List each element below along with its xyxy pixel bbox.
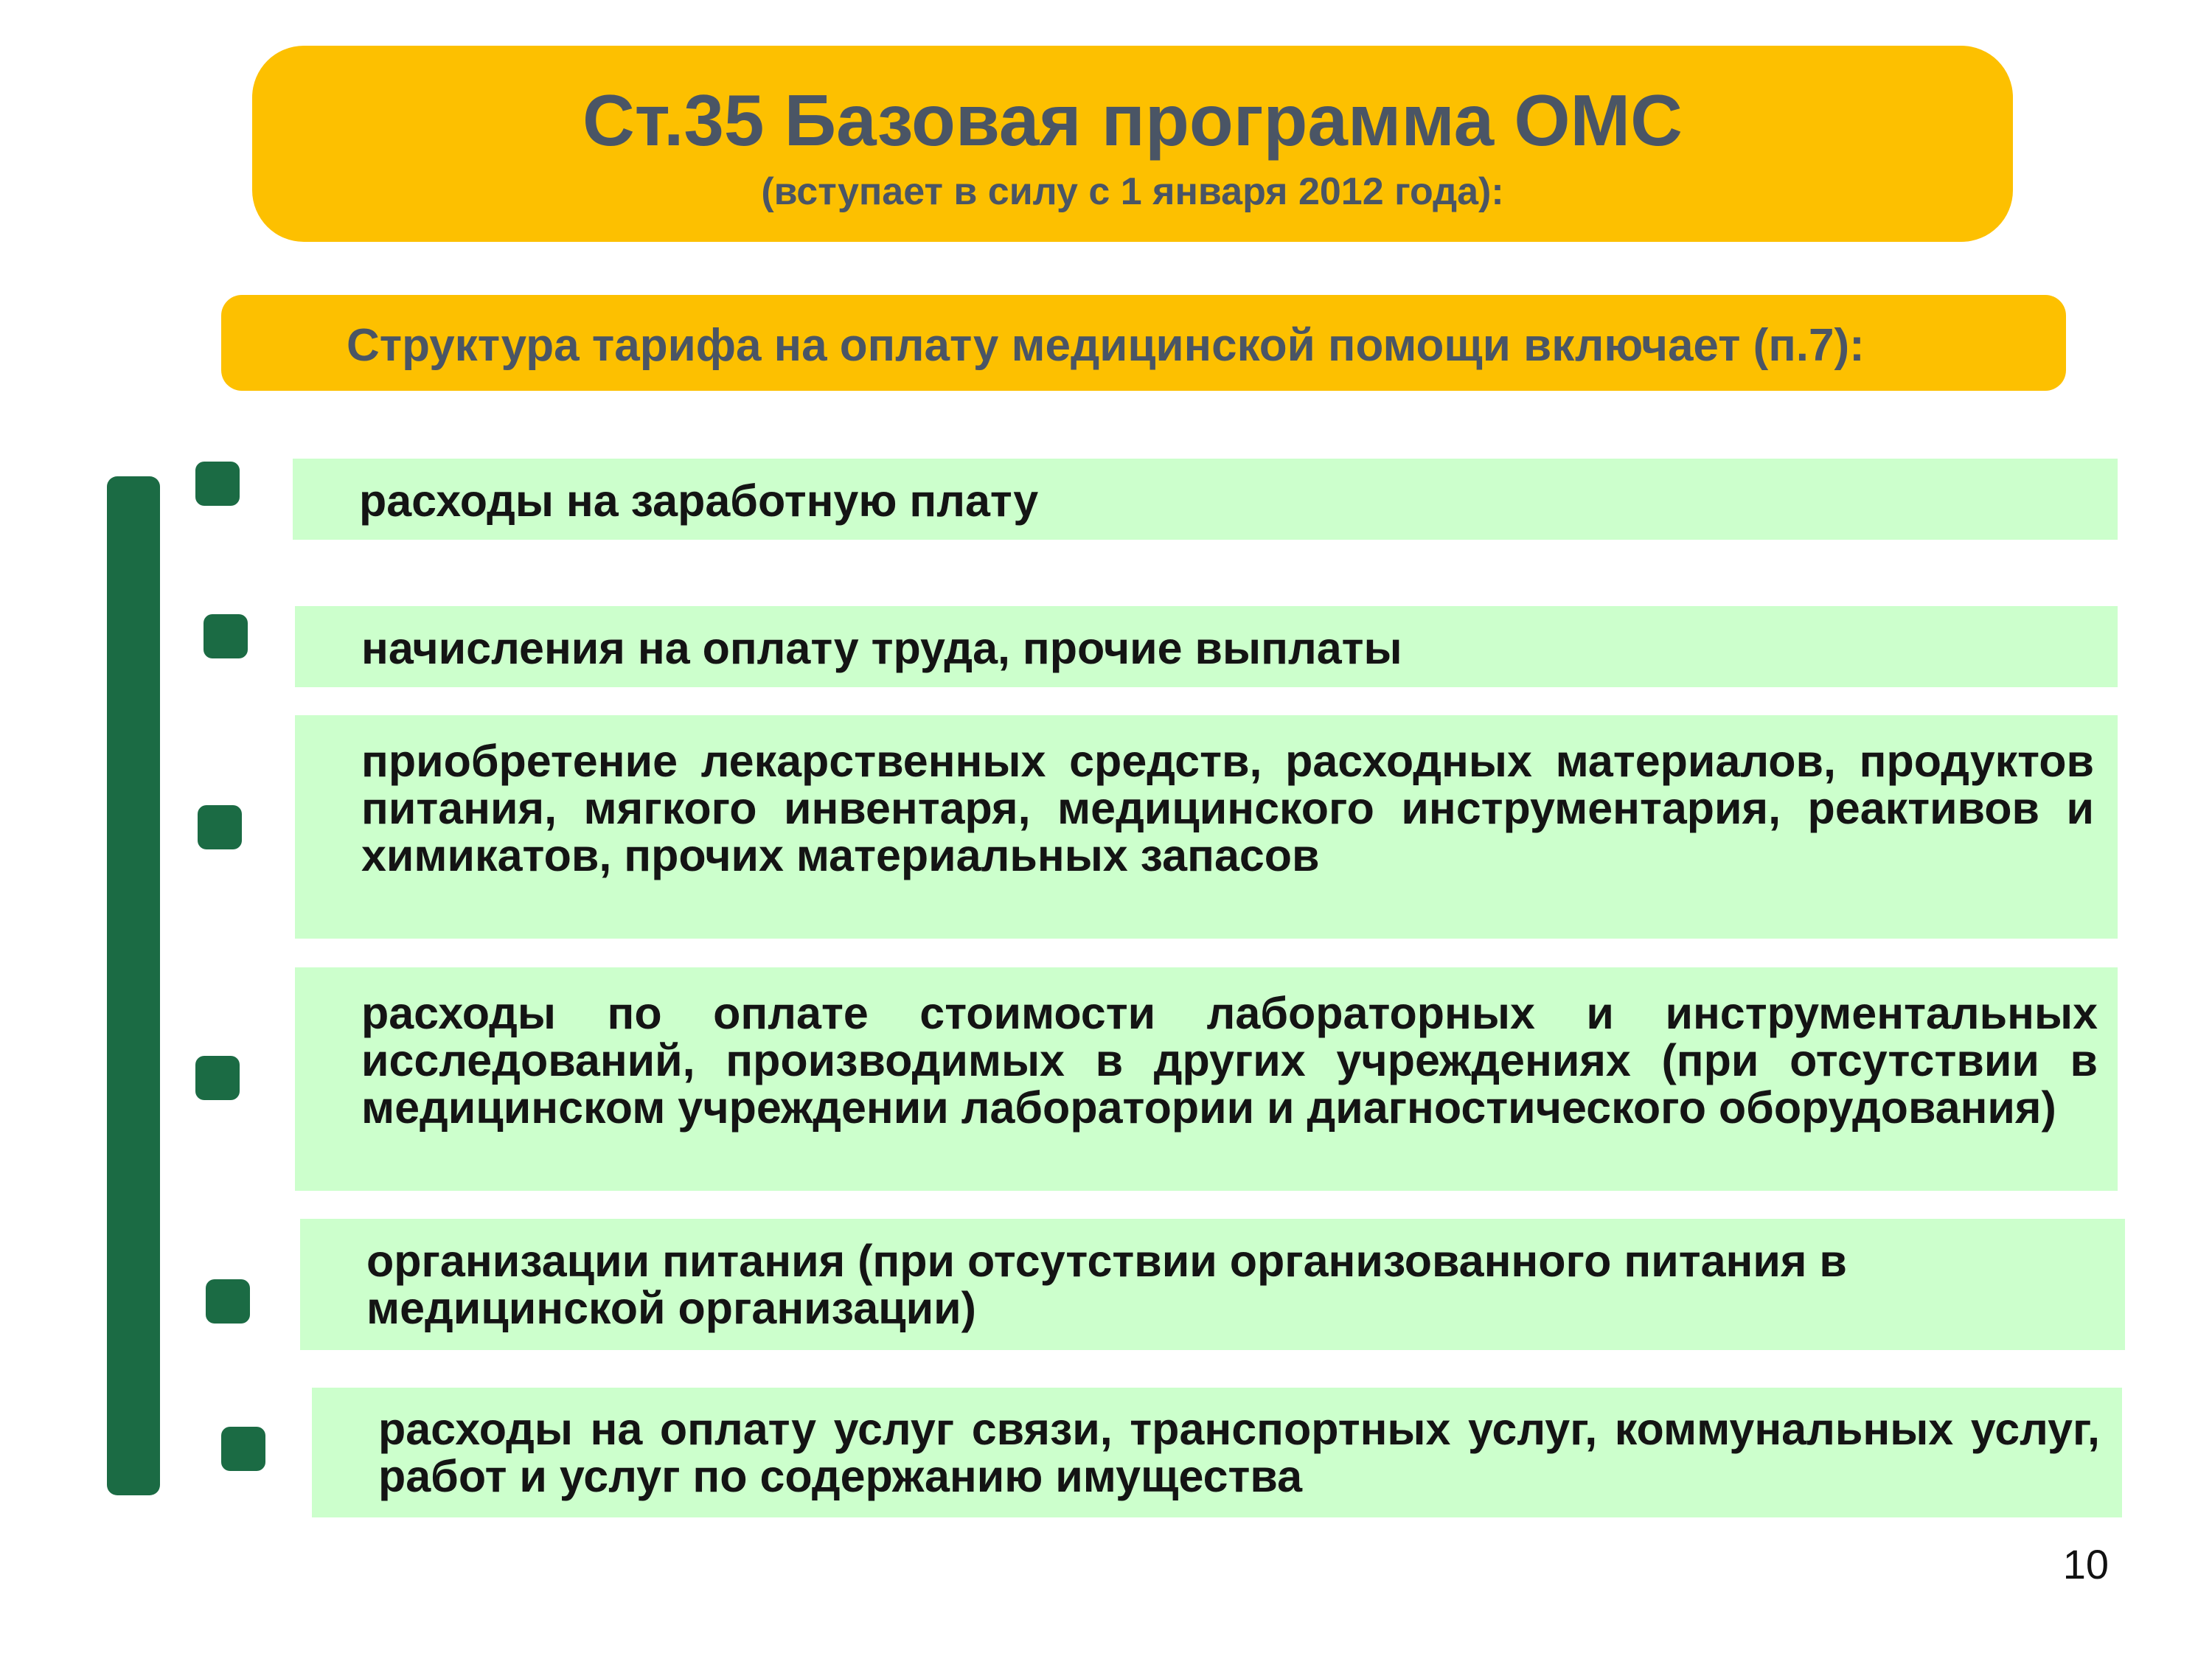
list-item-text: расходы на оплату услуг связи, транспортных услуг, коммунальных услуг, работ и услуг по содержанию имущества: [378, 1404, 2100, 1501]
list-item-text: расходы по оплате стоимости лабораторных и инструментальных исследований, производимых в других учреждениях (при отсутствии в медицинском учреждении лаборатории и диагностического оборудования): [361, 988, 2098, 1133]
list-item-text: начисления на оплату труда, прочие выплаты: [361, 623, 1402, 673]
list-item: [295, 606, 2118, 687]
bullet-marker: [195, 1056, 240, 1100]
page-number: 10: [2062, 1541, 2109, 1587]
bullet-marker: [195, 462, 240, 506]
bullet-marker: [198, 805, 242, 849]
structure-banner: [221, 295, 2066, 391]
structure-heading: Структура тарифа на оплату медицинской помощи включает (п.7):: [347, 320, 1865, 371]
bullet-marker: [221, 1427, 265, 1471]
title-banner: [252, 46, 2013, 242]
bullet-marker: [204, 614, 248, 658]
list-item: [312, 1388, 2122, 1517]
list-item: [295, 967, 2118, 1191]
list-item-text: организации питания (при отсутствии организованного питания в медицинской организации): [366, 1236, 1847, 1333]
vertical-accent-bar: [107, 476, 160, 1495]
list-item: [293, 459, 2118, 540]
list-item-text: расходы на заработную плату: [359, 476, 1039, 526]
list-item: [300, 1219, 2125, 1350]
page-title: Ст.35 Базовая программа ОМС: [582, 80, 1683, 161]
page-subtitle: (вступает в силу с 1 января 2012 года):: [761, 170, 1504, 213]
list-item: [295, 715, 2118, 939]
bullet-marker: [206, 1279, 250, 1324]
list-item-text: приобретение лекарственных средств, расходных материалов, продуктов питания, мягкого инвентаря, медицинского инструментария, реактивов и химикатов, прочих материальных запасов: [361, 736, 2094, 880]
